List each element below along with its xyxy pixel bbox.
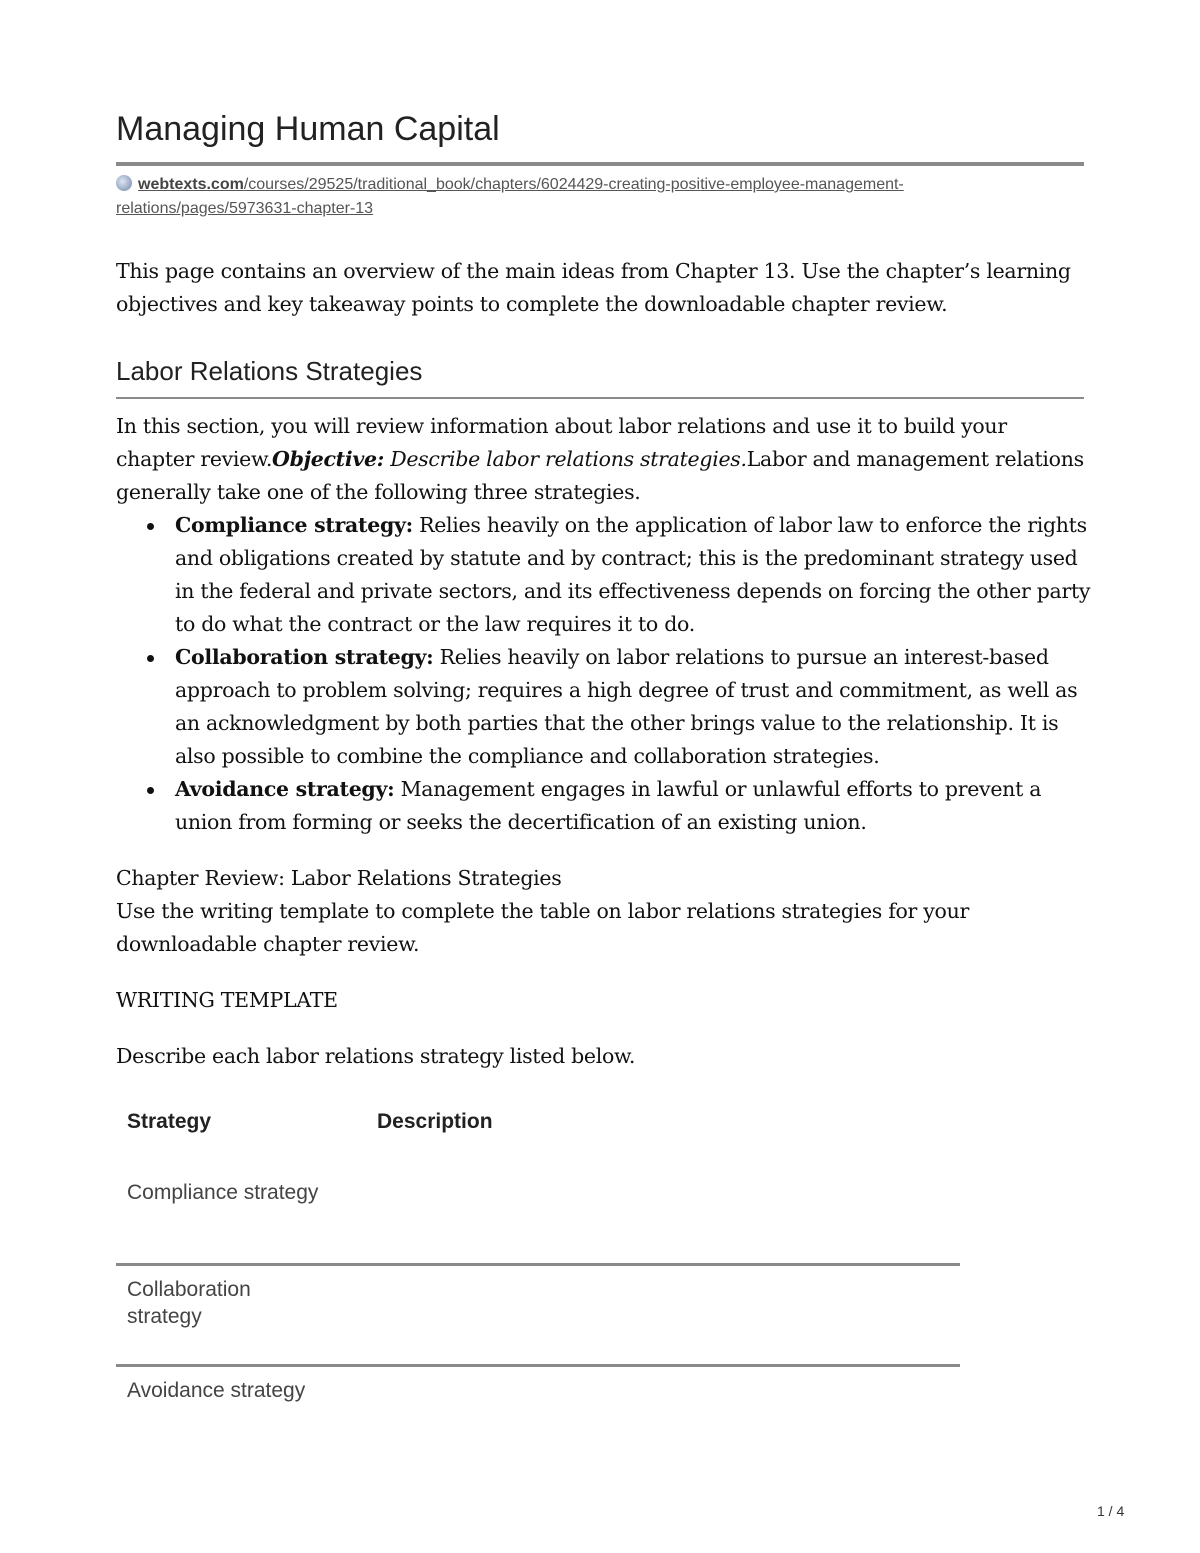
template-label: WRITING TEMPLATE <box>116 988 338 1012</box>
table-header: Description <box>377 1110 493 1133</box>
title-divider <box>116 162 1084 166</box>
table-row <box>116 1265 960 1366</box>
objective-label: Objective: <box>272 447 384 471</box>
bullet-text: Relies heavily on labor relations to pursue an interest-based approach to problem solving; requires a high degree of trust and commitment, as well as an acknowledgment by both parties that the other brings value to the relationship. It is also possible to combine the compliance and collaboration strategies. <box>175 645 1078 768</box>
table-row <box>116 1366 960 1405</box>
review-block <box>116 862 1016 1073</box>
bullet-term: Avoidance strategy: <box>175 777 395 801</box>
table-cell: Collaboration strategy <box>116 1265 366 1366</box>
section-body <box>116 410 1091 839</box>
page-number: 1 / 4 <box>1097 1503 1125 1519</box>
bullet-term: Collaboration strategy: <box>175 645 434 669</box>
bullet-text: Relies heavily on the application of labor law to enforce the rights and obligations created by statute and by contract; this is the predominant strategy used in the federal and private sectors, and its effectiveness depends on forcing the other party to do what the contract or the law requires it to do. <box>175 513 1091 636</box>
table-cell[interactable] <box>366 1146 960 1265</box>
table-cell[interactable] <box>366 1366 960 1405</box>
page-title: Managing Human Capital <box>116 110 500 148</box>
link-path: /courses/29525/traditional_book/chapters/6024429-creating-positive-employee-management-relations/pages/5973631-chapter-13 <box>116 176 904 217</box>
table-row <box>116 1146 960 1265</box>
source-url[interactable] <box>116 176 904 217</box>
table-cell: Avoidance strategy <box>127 1379 306 1402</box>
list-item <box>175 641 1091 773</box>
objective-text: Describe labor relations strategies. <box>390 447 747 471</box>
source-link[interactable] <box>116 173 1016 221</box>
section-lead: In this section, you will review information about labor relations and use it to build your chapter review. <box>116 414 1007 471</box>
bullet-term: Compliance strategy: <box>175 513 413 537</box>
table-cell[interactable] <box>366 1265 960 1366</box>
table-header: Strategy <box>127 1110 212 1133</box>
strategy-table <box>116 1100 960 1404</box>
section-after: Labor and management relations generally take one of the following three strategies. <box>116 447 1084 504</box>
globe-icon <box>116 175 132 191</box>
section-heading: Labor Relations Strategies <box>116 356 423 386</box>
list-item <box>175 509 1091 641</box>
link-domain: webtexts.com <box>138 176 244 193</box>
intro-paragraph: This page contains an overview of the main ideas from Chapter 13. Use the chapter’s learning objectives and key takeaway points to complete the downloadable chapter review. <box>116 259 1071 316</box>
table-cell: Compliance strategy <box>116 1146 366 1265</box>
section-divider <box>116 397 1084 399</box>
review-title: Chapter Review: Labor Relations Strategies <box>116 866 562 890</box>
list-item <box>175 773 1091 839</box>
review-text: Use the writing template to complete the table on labor relations strategies for your downloadable chapter review. <box>116 899 969 956</box>
bullet-text: Management engages in lawful or unlawful efforts to prevent a union from forming or seeks the decertification of an existing union. <box>175 777 1042 834</box>
template-instruction: Describe each labor relations strategy listed below. <box>116 1044 636 1068</box>
strategy-list <box>116 509 1091 839</box>
